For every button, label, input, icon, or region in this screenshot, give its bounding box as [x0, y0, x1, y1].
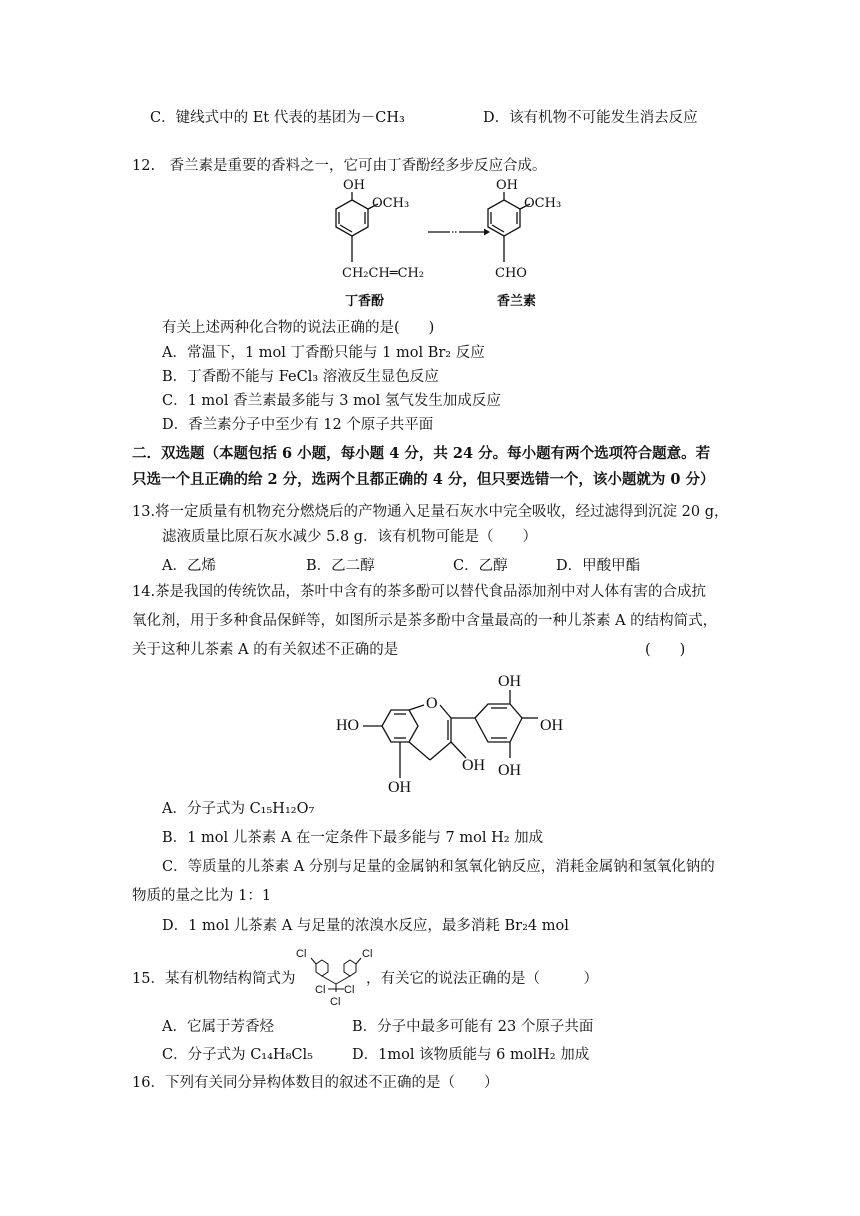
eugenol-allyl-label: CH₂CH═CH₂ [342, 266, 425, 281]
catechin-ho-left: HO [336, 717, 360, 734]
q13-option-d: D．甲酸甲酯 [556, 558, 641, 574]
section-heading-line1: 二．双选题（本题包括 6 小题，每小题 4 分，共 24 分。每小题有两个选项符合题意。若 [132, 445, 711, 462]
q14-option-a: A．分子式为 C₁₅H₁₂O₇ [162, 801, 315, 817]
ddt-cl-right: Cl [344, 984, 355, 996]
vanillin-oh-label: OH [496, 178, 518, 193]
ddt-cl-top-right: Cl [362, 948, 373, 960]
q14-option-c-line2: 物质的量之比为 1：1 [132, 888, 272, 904]
section-heading-line2: 只选一个且正确的给 2 分，选两个且都正确的 4 分，但只要选错一个，该小题就为 0 分） [132, 471, 715, 488]
q11-option-d: D．该有机物不可能发生消去反应 [483, 110, 698, 126]
q15-option-a: A．它属于芳香烃 [162, 1019, 274, 1035]
catechin-ring-oxygen: O [426, 695, 438, 712]
q14-stem-line1: 14.茶是我国的传统饮品，茶叶中含有的茶多酚可以替代食品添加剂中对人体有害的合成抗 [132, 584, 707, 600]
eugenol-caption: 丁香酚 [345, 294, 385, 309]
q15-stem-pre: 15．某有机物结构简式为 [132, 971, 296, 987]
vanillin-caption: 香兰素 [497, 294, 537, 309]
q12-option-a: A．常温下，1 mol 丁香酚只能与 1 mol Br₂ 反应 [162, 345, 485, 361]
q15-option-c: C．分子式为 C₁₄H₈Cl₅ [162, 1047, 313, 1063]
q14-option-c-line1: C．等质量的儿茶素 A 分别与足量的金属钠和氢氧化钠反应，消耗金属钠和氢氧化钠的 [162, 859, 715, 875]
q14-stem-line2: 氧化剂，用于多种食品保鲜等，如图所示是茶多酚中含量最高的一种儿茶素 A 的结构简式， [132, 613, 718, 629]
q16-stem: 16．下列有关同分异构体数目的叙述不正确的是（ ） [132, 1075, 499, 1091]
q11-option-c: C．键线式中的 Et 代表的基团为－CH₃ [150, 110, 405, 126]
q13-option-c: C．乙醇 [453, 558, 508, 574]
q12-option-b: B．丁香酚不能与 FeCl₃ 溶液反生显色反应 [162, 369, 439, 385]
ddt-cl-bottom: Cl [330, 996, 341, 1008]
ddt-cl-top-left: Cl [296, 948, 307, 960]
catechin-oh-top: OH [498, 673, 522, 690]
q15-stem-post: ，有关它的说法正确的是（ ） [366, 971, 598, 987]
catechin-oh-lower-right: OH [498, 762, 522, 779]
q13-stem-line1: 13.将一定质量有机物充分燃烧后的产物通入足量石灰水中完全吸收，经过滤得到沉淀 20 g， [132, 504, 729, 520]
q12-question: 有关上述两种化合物的说法正确的是( ) [162, 320, 435, 336]
ddt-cl-left: Cl [315, 984, 326, 996]
q13-option-b: B．乙二醇 [306, 558, 375, 574]
q13-stem-line2: 滤液质量比原石灰水减少 5.8 g．该有机物可能是（ ） [162, 529, 538, 545]
vanillin-och3-label: OCH₃ [524, 196, 562, 211]
catechin-oh-middle: OH [462, 757, 486, 774]
q12-option-d: D．香兰素分子中至少有 12 个原子共平面 [162, 417, 434, 433]
q12-stem: 12. 香兰素是重要的香料之一，它可由丁香酚经多步反应合成。 [132, 158, 547, 174]
eugenol-oh-label: OH [343, 178, 365, 193]
q15-option-b: B．分子中最多可能有 23 个原子共面 [352, 1019, 594, 1035]
vanillin-cho-label: CHO [495, 266, 527, 281]
q14-stem-line3: 关于这种儿茶素 A 的有关叙述不正确的是 [132, 642, 399, 658]
q14-answer-bracket: ( ) [645, 642, 686, 658]
catechin-oh-bottom: OH [388, 779, 412, 796]
q15-option-d: D．1mol 该物质能与 6 molH₂ 加成 [352, 1047, 590, 1063]
q14-option-d: D．1 mol 儿茶素 A 与足量的浓溴水反应，最多消耗 Br₂4 mol [162, 918, 569, 934]
eugenol-och3-label: OCH₃ [372, 196, 410, 211]
q12-option-c: C．1 mol 香兰素最多能与 3 mol 氢气发生加成反应 [162, 393, 501, 409]
q14-option-b: B．1 mol 儿茶素 A 在一定条件下最多能与 7 mol H₂ 加成 [162, 830, 544, 846]
q13-option-a: A．乙烯 [162, 558, 216, 574]
catechin-oh-right: OH [540, 717, 564, 734]
